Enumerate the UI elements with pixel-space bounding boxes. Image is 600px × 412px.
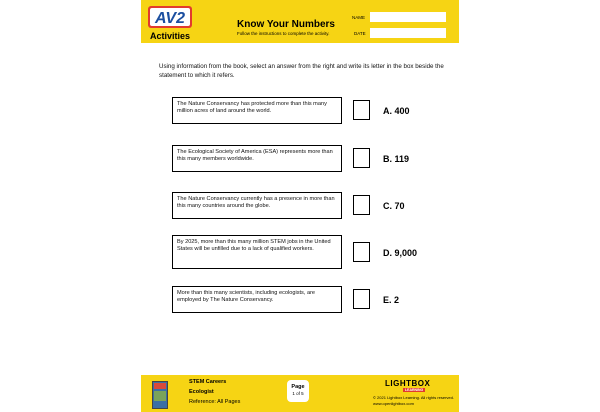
page-indicator	[287, 380, 309, 402]
answer-box-5[interactable]	[353, 289, 370, 309]
date-label: DATE	[354, 31, 366, 36]
statement-2: The Ecological Society of America (ESA) represents more than this many members worldwide.	[172, 145, 342, 172]
website-text: www.openlightbox.com	[373, 401, 414, 406]
logo-text: AV2	[155, 10, 185, 27]
book-cover-thumbnail	[152, 381, 168, 409]
instructions-text: Using information from the book, select an answer from the right and write its letter in the box beside the statement to which it refers.	[159, 63, 444, 79]
answer-box-2[interactable]	[353, 148, 370, 168]
name-field[interactable]	[370, 12, 446, 22]
answer-box-1[interactable]	[353, 100, 370, 120]
header-bar	[141, 0, 459, 43]
name-label: NAME	[352, 15, 366, 20]
copyright-text: © 2021 Lightbox Learning. All rights reserved.	[373, 395, 454, 400]
statement-3: The Nature Conservancy currently has a presence in more than this many countries around the globe.	[172, 192, 342, 219]
reference-text: Reference: All Pages	[189, 399, 241, 405]
worksheet-page	[141, 0, 459, 412]
statement-4: By 2025, more than this many million STEM jobs in the United States will be unfilled due to a lack of qualified workers.	[172, 235, 342, 269]
statement-1: The Nature Conservancy has protected more than this many million acres of land around the world.	[172, 97, 342, 124]
answer-option-c: C. 70	[383, 201, 405, 211]
page-label: Page	[291, 384, 305, 390]
activities-label: Activities	[150, 31, 191, 41]
date-field[interactable]	[370, 28, 446, 38]
answer-option-e: E. 2	[383, 295, 400, 305]
answer-box-3[interactable]	[353, 195, 370, 215]
page-number: 1 of 5	[292, 391, 304, 396]
answer-option-a: A. 400	[383, 106, 410, 116]
statement-5: More than this many scientists, including ecologists, are employed by The Nature Conservancy.	[172, 286, 342, 313]
av2-logo	[148, 6, 192, 28]
answer-option-d: D. 9,000	[383, 248, 418, 258]
page-title: Know Your Numbers	[237, 19, 335, 30]
answer-box-4[interactable]	[353, 242, 370, 262]
book-title: Ecologist	[189, 389, 214, 395]
footer-bar	[141, 375, 459, 412]
lightbox-logo: LIGHTBOX	[385, 379, 431, 388]
answer-option-b: B. 119	[383, 154, 410, 164]
page-subtitle: Follow the instructions to complete the activity.	[237, 31, 330, 36]
lightbox-logo-sub: LEARNING	[405, 388, 424, 392]
series-name: STEM Careers	[189, 379, 227, 385]
